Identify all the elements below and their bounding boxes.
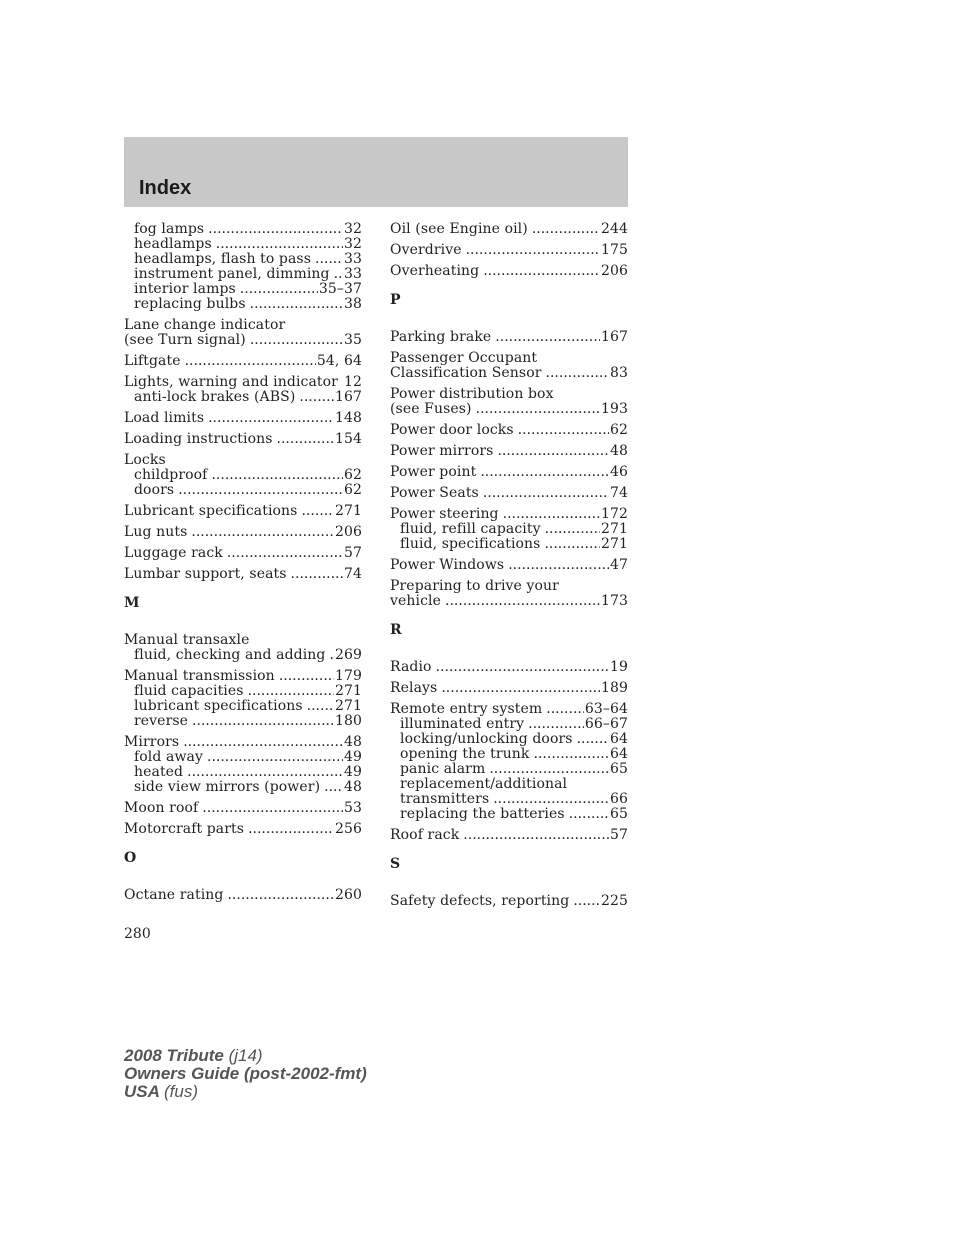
index-subentry-line	[124, 765, 362, 780]
entry-page-ref: 172	[600, 507, 628, 522]
entry-term: reverse	[134, 714, 189, 729]
dot-leader	[248, 684, 334, 699]
index-entry-line	[390, 507, 628, 522]
index-entry-line	[124, 801, 362, 816]
index-entry-line	[390, 444, 628, 459]
entry-page-ref: 180	[334, 714, 362, 729]
entry-page-ref: 33	[343, 252, 362, 267]
dot-leader	[342, 375, 343, 390]
dot-leader	[573, 894, 600, 909]
entry-term: childproof	[134, 468, 208, 483]
index-letter-heading: M	[124, 595, 140, 611]
index-entry	[124, 801, 362, 816]
index-entry-line	[390, 222, 628, 237]
entry-page-ref: 48	[343, 735, 362, 750]
entry-term: Moon roof	[124, 801, 199, 816]
entry-page-ref: 269	[334, 648, 362, 663]
index-entry-line	[390, 351, 628, 366]
index-entry	[390, 387, 628, 417]
index-subentry-line	[390, 537, 628, 552]
index-entry-line	[124, 411, 362, 426]
dot-leader	[532, 222, 600, 237]
entry-term: instrument panel, dimming	[134, 267, 330, 282]
index-subentry-line	[390, 807, 628, 822]
index-letter-heading: P	[390, 292, 401, 308]
dot-leader	[227, 888, 334, 903]
entry-page-ref: 19	[609, 660, 628, 675]
dot-leader	[240, 282, 318, 297]
entry-term: illuminated entry	[400, 717, 525, 732]
dot-leader	[250, 297, 343, 312]
dot-leader	[503, 507, 600, 522]
index-entry	[390, 702, 628, 822]
dot-leader	[569, 807, 609, 822]
index-entry	[390, 243, 628, 258]
footer-model-code: (j14)	[228, 1046, 263, 1065]
index-column-right	[390, 222, 628, 915]
dot-leader	[483, 486, 609, 501]
index-entry	[390, 423, 628, 438]
entry-term: Luggage rack	[124, 546, 223, 561]
entry-term: panic alarm	[400, 762, 486, 777]
index-subentry-line	[124, 252, 362, 267]
dot-leader	[495, 330, 600, 345]
dot-leader	[534, 747, 609, 762]
entry-page-ref: 47	[609, 558, 628, 573]
entry-term: side view mirrors (power)	[134, 780, 321, 795]
index-entry	[390, 828, 628, 843]
dot-leader	[216, 237, 343, 252]
footer-line-1	[124, 1047, 367, 1065]
entry-page-ref: 48	[343, 780, 362, 795]
dot-leader	[299, 390, 334, 405]
entry-term: Power distribution box	[390, 387, 554, 402]
entry-term: Load limits	[124, 411, 205, 426]
dot-leader	[307, 699, 334, 714]
entry-term: fog lamps	[134, 222, 205, 237]
entry-page-ref: 32	[343, 237, 362, 252]
entry-page-ref: 35–37	[318, 282, 362, 297]
index-entry	[124, 888, 362, 903]
index-entry-line	[124, 333, 362, 348]
entry-term: Power point	[390, 465, 477, 480]
index-entry	[390, 465, 628, 480]
entry-page-ref: 244	[600, 222, 628, 237]
index-subentry-line	[390, 777, 628, 792]
index-subentry-line	[124, 237, 362, 252]
dot-leader	[211, 468, 343, 483]
entry-page-ref: 271	[600, 537, 628, 552]
index-subentry-line	[124, 648, 362, 663]
dot-leader	[497, 444, 609, 459]
index-entry	[390, 660, 628, 675]
dot-leader	[546, 366, 609, 381]
dot-leader	[445, 594, 600, 609]
index-entry-line	[124, 318, 362, 333]
entry-page-ref: 38	[343, 297, 362, 312]
index-subentry-line	[390, 792, 628, 807]
entry-term: Overdrive	[390, 243, 462, 258]
entry-term: fluid, checking and adding	[134, 648, 326, 663]
dot-leader	[227, 546, 343, 561]
entry-page-ref: 74	[343, 567, 362, 582]
entry-page-ref: 62	[609, 423, 628, 438]
entry-page-ref: 49	[343, 750, 362, 765]
index-entry-line	[124, 354, 362, 369]
index-subentry-line	[124, 267, 362, 282]
entry-page-ref: 33	[343, 267, 362, 282]
footer-market: USA	[124, 1082, 160, 1101]
footer-model: 2008 Tribute	[124, 1046, 224, 1065]
index-entry-line	[390, 465, 628, 480]
index-entry-line	[124, 546, 362, 561]
index-entry	[124, 375, 362, 405]
index-subentry-line	[390, 717, 628, 732]
dot-leader	[187, 765, 343, 780]
dot-leader	[476, 402, 600, 417]
index-entry-line	[390, 558, 628, 573]
entry-term: Passenger Occupant	[390, 351, 538, 366]
entry-page-ref: 49	[343, 765, 362, 780]
entry-term: Manual transmission	[124, 669, 275, 684]
entry-page-ref: 271	[600, 522, 628, 537]
dot-leader	[330, 648, 334, 663]
entry-page-ref: 57	[343, 546, 362, 561]
dot-leader	[528, 717, 584, 732]
entry-term: Remote entry system	[390, 702, 543, 717]
dot-leader	[334, 267, 343, 282]
entry-term: Motorcraft parts	[124, 822, 245, 837]
entry-page-ref: 35	[343, 333, 362, 348]
dot-leader	[207, 750, 343, 765]
index-subentry-line	[124, 297, 362, 312]
entry-page-ref: 206	[334, 525, 362, 540]
entry-term: heated	[134, 765, 184, 780]
index-letter-heading: O	[124, 850, 137, 866]
index-subentry-line	[124, 699, 362, 714]
dot-leader	[183, 735, 343, 750]
index-entry-line	[390, 702, 628, 717]
index-entry-line	[390, 264, 628, 279]
dot-leader	[301, 504, 334, 519]
index-entry-line	[390, 681, 628, 696]
entry-page-ref: 74	[609, 486, 628, 501]
entry-page-ref: 62	[343, 483, 362, 498]
entry-page-ref: 260	[334, 888, 362, 903]
entry-page-ref: 225	[600, 894, 628, 909]
dot-leader	[545, 522, 600, 537]
index-entry	[390, 330, 628, 345]
index-entry-line	[124, 567, 362, 582]
index-entry	[390, 264, 628, 279]
entry-term: anti-lock brakes (ABS)	[134, 390, 296, 405]
dot-leader	[493, 792, 609, 807]
entry-page-ref: 66–67	[584, 717, 628, 732]
index-entry	[390, 507, 628, 552]
index-entry-line	[390, 660, 628, 675]
entry-term: Mirrors	[124, 735, 180, 750]
index-subentry-line	[124, 780, 362, 795]
index-entry-line	[124, 633, 362, 648]
entry-term: Parking brake	[390, 330, 492, 345]
entry-term: Power door locks	[390, 423, 514, 438]
index-entry	[124, 525, 362, 540]
footer-market-code: (fus)	[164, 1082, 198, 1101]
index-entry-line	[124, 453, 362, 468]
index-subentry-line	[124, 750, 362, 765]
dot-leader	[483, 264, 600, 279]
dot-leader	[436, 660, 609, 675]
entry-term: Lug nuts	[124, 525, 188, 540]
entry-term: Power steering	[390, 507, 499, 522]
document-footer	[124, 1047, 367, 1101]
index-entry-line	[390, 330, 628, 345]
index-entry-line	[124, 432, 362, 447]
dot-leader	[577, 732, 609, 747]
entry-term: (see Fuses)	[390, 402, 472, 417]
dot-leader	[185, 354, 316, 369]
entry-term: Radio	[390, 660, 432, 675]
dot-leader	[466, 243, 600, 258]
entry-page-ref: 57	[609, 828, 628, 843]
entry-term: fold away	[134, 750, 203, 765]
entry-term: Preparing to drive your	[390, 579, 559, 594]
entry-page-ref: 66	[609, 792, 628, 807]
index-subentry-line	[124, 714, 362, 729]
entry-page-ref: 189	[600, 681, 628, 696]
index-entry	[124, 669, 362, 729]
dot-leader	[544, 537, 600, 552]
dot-leader	[178, 483, 343, 498]
index-entry-line	[124, 525, 362, 540]
entry-term: Lubricant specifications	[124, 504, 298, 519]
entry-term: Relays	[390, 681, 438, 696]
index-entry-line	[124, 669, 362, 684]
index-entry	[390, 579, 628, 609]
entry-term: fluid capacities	[134, 684, 244, 699]
dot-leader	[441, 681, 600, 696]
entry-term: Classification Sensor	[390, 366, 542, 381]
index-entry	[124, 822, 362, 837]
entry-page-ref: 206	[600, 264, 628, 279]
index-entry-line	[390, 594, 628, 609]
entry-page-ref: 173	[600, 594, 628, 609]
index-entry-line	[390, 423, 628, 438]
entry-term: headlamps	[134, 237, 212, 252]
dot-leader	[518, 423, 609, 438]
entry-term: replacing the batteries	[400, 807, 565, 822]
footer-line-3	[124, 1083, 367, 1101]
entry-page-ref: 193	[600, 402, 628, 417]
entry-term: interior lamps	[134, 282, 236, 297]
dot-leader	[192, 714, 334, 729]
index-entry	[124, 546, 362, 561]
entry-page-ref: 46	[609, 465, 628, 480]
index-entry	[390, 681, 628, 696]
entry-term: doors	[134, 483, 175, 498]
entry-term: Power Seats	[390, 486, 479, 501]
index-entry-line	[390, 486, 628, 501]
entry-term: replacing bulbs	[134, 297, 246, 312]
entry-page-ref: 256	[334, 822, 362, 837]
entry-page-ref: 12	[343, 375, 362, 390]
index-entry-line	[390, 243, 628, 258]
entry-page-ref: 63–64	[584, 702, 628, 717]
index-entry-line	[124, 735, 362, 750]
dot-leader	[277, 432, 334, 447]
page-number: 280	[124, 926, 151, 942]
entry-term: vehicle	[390, 594, 441, 609]
index-entry	[124, 411, 362, 426]
entry-term: Lane change indicator	[124, 318, 286, 333]
entry-term: Oil (see Engine oil)	[390, 222, 528, 237]
entry-page-ref: 148	[334, 411, 362, 426]
entry-page-ref: 271	[334, 699, 362, 714]
dot-leader	[208, 411, 334, 426]
dot-leader	[202, 801, 343, 816]
dot-leader	[508, 558, 609, 573]
dot-leader	[248, 822, 334, 837]
entry-term: Lights, warning and indicator	[124, 375, 338, 390]
entry-term: Lumbar support, seats	[124, 567, 287, 582]
entry-term: Octane rating	[124, 888, 224, 903]
index-entry-line	[390, 894, 628, 909]
index-column-left	[124, 222, 362, 909]
index-subentry-line	[124, 390, 362, 405]
index-entry	[390, 894, 628, 909]
index-subentry-line	[390, 747, 628, 762]
index-entry-line	[124, 888, 362, 903]
index-entry	[124, 504, 362, 519]
entry-term: lubricant specifications	[134, 699, 303, 714]
index-entry	[124, 354, 362, 369]
index-entry	[124, 222, 362, 312]
page-title: Index	[139, 177, 192, 199]
entry-page-ref: 48	[609, 444, 628, 459]
entry-page-ref: 65	[609, 762, 628, 777]
index-entry	[390, 351, 628, 381]
index-entry	[390, 486, 628, 501]
entry-term: Power mirrors	[390, 444, 494, 459]
entry-term: locking/unlocking doors	[400, 732, 573, 747]
entry-page-ref: 179	[334, 669, 362, 684]
index-subentry-line	[390, 522, 628, 537]
index-entry	[390, 558, 628, 573]
index-entry-line	[390, 387, 628, 402]
index-entry-line	[124, 504, 362, 519]
index-subentry-line	[390, 732, 628, 747]
entry-page-ref: 167	[600, 330, 628, 345]
entry-page-ref: 54, 64	[316, 354, 362, 369]
entry-term: headlamps, flash to pass	[134, 252, 311, 267]
entry-term: fluid, refill capacity	[400, 522, 541, 537]
dot-leader	[208, 222, 343, 237]
index-entry	[124, 633, 362, 663]
index-subentry-line	[124, 483, 362, 498]
entry-page-ref: 64	[609, 747, 628, 762]
index-entry	[390, 222, 628, 237]
entry-term: Manual transaxle	[124, 633, 250, 648]
entry-page-ref: 175	[600, 243, 628, 258]
dot-leader	[250, 333, 343, 348]
entry-page-ref: 271	[334, 504, 362, 519]
index-subentry-line	[124, 222, 362, 237]
index-entry-line	[390, 402, 628, 417]
index-letter-heading: R	[390, 622, 402, 638]
index-entry	[390, 444, 628, 459]
entry-term: fluid, specifications	[400, 537, 541, 552]
entry-term: Roof rack	[390, 828, 460, 843]
entry-page-ref: 271	[334, 684, 362, 699]
index-subentry-line	[390, 762, 628, 777]
index-subentry-line	[124, 468, 362, 483]
entry-term: Safety defects, reporting	[390, 894, 570, 909]
dot-leader	[480, 465, 609, 480]
entry-page-ref: 154	[334, 432, 362, 447]
index-subentry-line	[124, 684, 362, 699]
entry-term: Overheating	[390, 264, 480, 279]
index-entry-line	[390, 366, 628, 381]
entry-term: replacement/additional	[400, 777, 568, 792]
index-subentry-line	[124, 282, 362, 297]
section-header	[124, 137, 628, 207]
entry-term: transmitters	[400, 792, 490, 807]
dot-leader	[191, 525, 334, 540]
index-entry	[124, 735, 362, 795]
dot-leader	[291, 567, 343, 582]
dot-leader	[463, 828, 609, 843]
entry-term: Locks	[124, 453, 166, 468]
dot-leader	[315, 252, 343, 267]
dot-leader	[489, 762, 609, 777]
footer-guide: Owners Guide (post-2002-fmt)	[124, 1064, 367, 1083]
entry-term: Power Windows	[390, 558, 505, 573]
dot-leader	[279, 669, 334, 684]
entry-term: (see Turn signal)	[124, 333, 246, 348]
entry-page-ref: 65	[609, 807, 628, 822]
entry-page-ref: 32	[343, 222, 362, 237]
entry-page-ref: 53	[343, 801, 362, 816]
index-entry-line	[390, 579, 628, 594]
entry-page-ref: 167	[334, 390, 362, 405]
entry-page-ref: 64	[609, 732, 628, 747]
index-entry	[124, 432, 362, 447]
footer-line-2	[124, 1065, 367, 1083]
index-entry	[124, 318, 362, 348]
entry-term: opening the trunk	[400, 747, 530, 762]
entry-term: Liftgate	[124, 354, 181, 369]
entry-page-ref: 83	[609, 366, 628, 381]
index-letter-heading: S	[390, 856, 401, 872]
index-entry-line	[390, 828, 628, 843]
dot-leader	[324, 780, 343, 795]
entry-term: Loading instructions	[124, 432, 273, 447]
index-entry-line	[124, 375, 362, 390]
index-entry-line	[124, 822, 362, 837]
index-entry	[124, 567, 362, 582]
dot-leader	[546, 702, 584, 717]
entry-page-ref: 62	[343, 468, 362, 483]
index-entry	[124, 453, 362, 498]
